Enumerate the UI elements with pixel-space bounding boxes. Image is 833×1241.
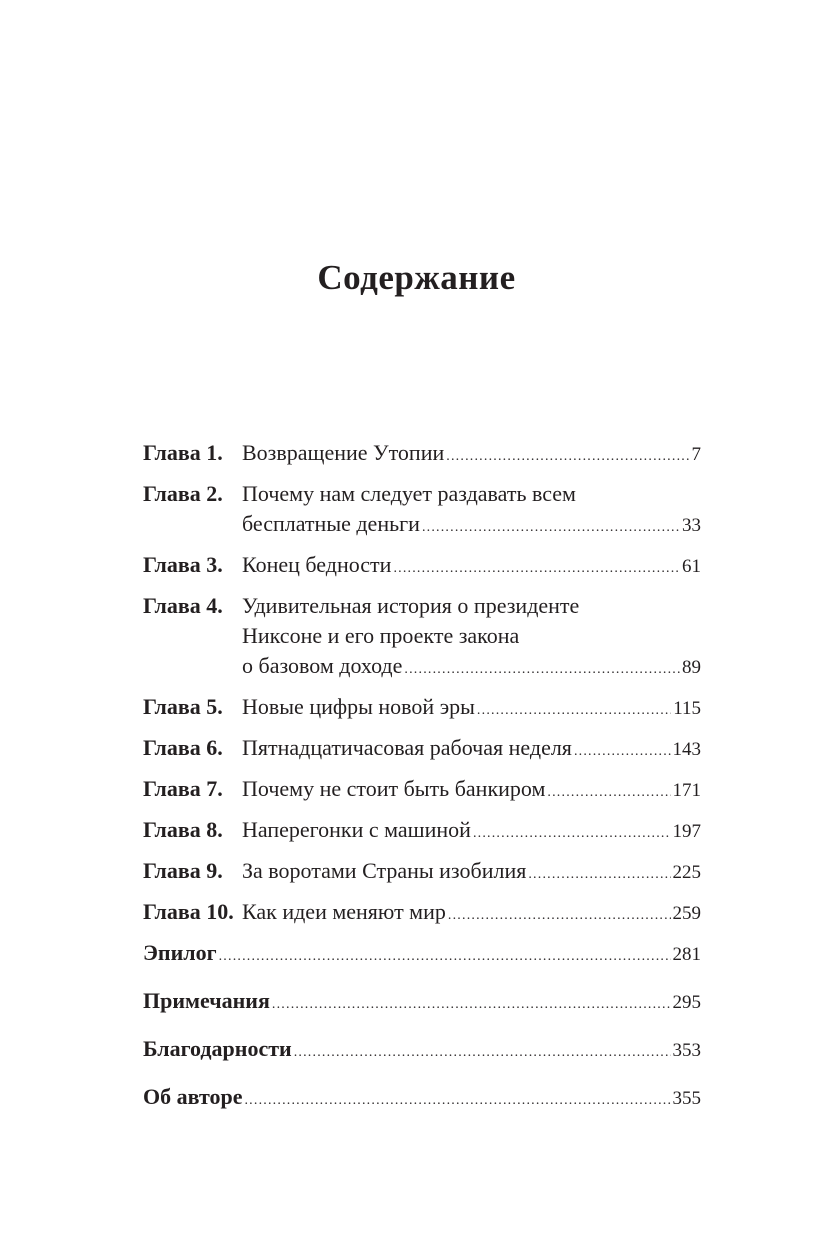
chapter-title (242, 774, 701, 808)
chapter-label: Глава 1. (143, 440, 223, 465)
toc-entry-back-matter[interactable] (143, 1082, 701, 1116)
page-number: 61 (682, 556, 701, 577)
page-number: 225 (672, 862, 701, 883)
back-matter-title: Благодарности (143, 1036, 292, 1061)
back-matter-body (143, 1034, 701, 1068)
toc-entry-back-matter[interactable] (143, 1034, 701, 1068)
toc-entry-chapter-1[interactable] (143, 438, 701, 472)
chapter-title-last-line (242, 815, 701, 849)
table-of-contents (143, 438, 701, 1130)
chapter-title-last-line (242, 509, 701, 543)
dot-leader (448, 901, 671, 931)
dot-leader (272, 990, 671, 1020)
toc-entry-chapter-6[interactable] (143, 733, 701, 767)
chapter-title-last-line (242, 550, 701, 584)
chapter-label: Глава 5. (143, 694, 223, 719)
dot-leader (473, 819, 671, 849)
chapter-title-line: Никсоне и его проекте закона (242, 623, 520, 648)
back-matter-line (143, 986, 701, 1020)
back-matter-body (143, 986, 701, 1020)
chapter-title-last-line (242, 774, 701, 808)
back-matter-title: Эпилог (143, 940, 217, 965)
chapter-title (242, 438, 701, 472)
page-number: 197 (672, 821, 701, 842)
chapter-title-line: Почему не стоит быть банкиром (242, 776, 546, 801)
page-number: 89 (682, 657, 701, 678)
chapter-title-line: бесплатные деньги (242, 511, 420, 536)
toc-entry-chapter-7[interactable] (143, 774, 701, 808)
chapter-title (242, 856, 701, 890)
back-matter-title: Примечания (143, 988, 270, 1013)
page-number: 355 (672, 1088, 701, 1109)
dot-leader (574, 737, 671, 767)
back-matter-line (143, 1082, 701, 1116)
chapter-title-line: Как идеи меняют мир (242, 899, 446, 924)
back-matter-body (143, 938, 701, 972)
back-matter-title: Об авторе (143, 1084, 243, 1109)
page-number: 143 (672, 739, 701, 760)
dot-leader (393, 554, 680, 584)
toc-entry-chapter-10[interactable] (143, 897, 701, 931)
dot-leader (404, 655, 680, 685)
chapter-label: Глава 3. (143, 552, 223, 577)
back-matter-line (143, 1034, 701, 1068)
back-matter-body (143, 1082, 701, 1116)
chapter-title-last-line (242, 897, 701, 931)
chapter-title-line: За воротами Страны изобилия (242, 858, 527, 883)
toc-entry-back-matter[interactable] (143, 938, 701, 972)
dot-leader (547, 778, 670, 808)
page-number: 295 (672, 992, 701, 1013)
chapter-label: Глава 10. (143, 899, 234, 924)
chapter-title (242, 591, 701, 685)
toc-entry-chapter-3[interactable] (143, 550, 701, 584)
toc-entry-chapter-4[interactable] (143, 591, 701, 685)
chapter-title (242, 692, 701, 726)
chapter-title-last-line (242, 856, 701, 890)
chapter-label: Глава 7. (143, 776, 223, 801)
chapter-title-line: Наперегонки с машиной (242, 817, 471, 842)
chapter-title (242, 550, 701, 584)
chapter-title-line: Удивительная история о президенте (242, 593, 580, 618)
toc-entry-chapter-2[interactable] (143, 479, 701, 543)
chapter-title (242, 815, 701, 849)
dot-leader (244, 1086, 670, 1116)
page-number: 281 (672, 944, 701, 965)
chapter-title-line: о базовом доходе (242, 653, 403, 678)
back-matter-line (143, 938, 701, 972)
chapter-title-last-line (242, 733, 701, 767)
page-title: Содержание (317, 258, 516, 297)
dot-leader (294, 1038, 671, 1068)
page-number: 259 (672, 903, 701, 924)
page-number: 115 (673, 698, 701, 719)
chapter-label: Глава 2. (143, 481, 223, 506)
page-number: 171 (672, 780, 701, 801)
chapter-title-last-line (242, 692, 701, 726)
chapter-title-last-line (242, 438, 701, 472)
chapter-title (242, 733, 701, 767)
dot-leader (446, 442, 689, 472)
page-number: 7 (691, 444, 701, 465)
chapter-label: Глава 4. (143, 593, 223, 618)
chapter-title-last-line (242, 651, 701, 685)
chapter-title-line: Новые цифры новой эры (242, 694, 475, 719)
toc-entry-chapter-5[interactable] (143, 692, 701, 726)
chapter-label: Глава 9. (143, 858, 223, 883)
dot-leader (422, 513, 680, 543)
chapter-title (242, 479, 701, 543)
page-number: 353 (672, 1040, 701, 1061)
toc-entry-chapter-9[interactable] (143, 856, 701, 890)
toc-entry-chapter-8[interactable] (143, 815, 701, 849)
chapter-label: Глава 6. (143, 735, 223, 760)
chapter-label: Глава 8. (143, 817, 223, 842)
dot-leader (219, 942, 671, 972)
toc-entry-back-matter[interactable] (143, 986, 701, 1020)
chapter-title-line: Почему нам следует раздавать всем (242, 481, 576, 506)
chapter-title-line: Пятнадцатичасовая рабочая неделя (242, 735, 572, 760)
chapter-title-line: Конец бедности (242, 552, 392, 577)
chapter-title-line: Возвращение Утопии (242, 440, 445, 465)
dot-leader (477, 696, 671, 726)
page-number: 33 (682, 515, 701, 536)
dot-leader (528, 860, 670, 890)
chapter-title (242, 897, 701, 931)
